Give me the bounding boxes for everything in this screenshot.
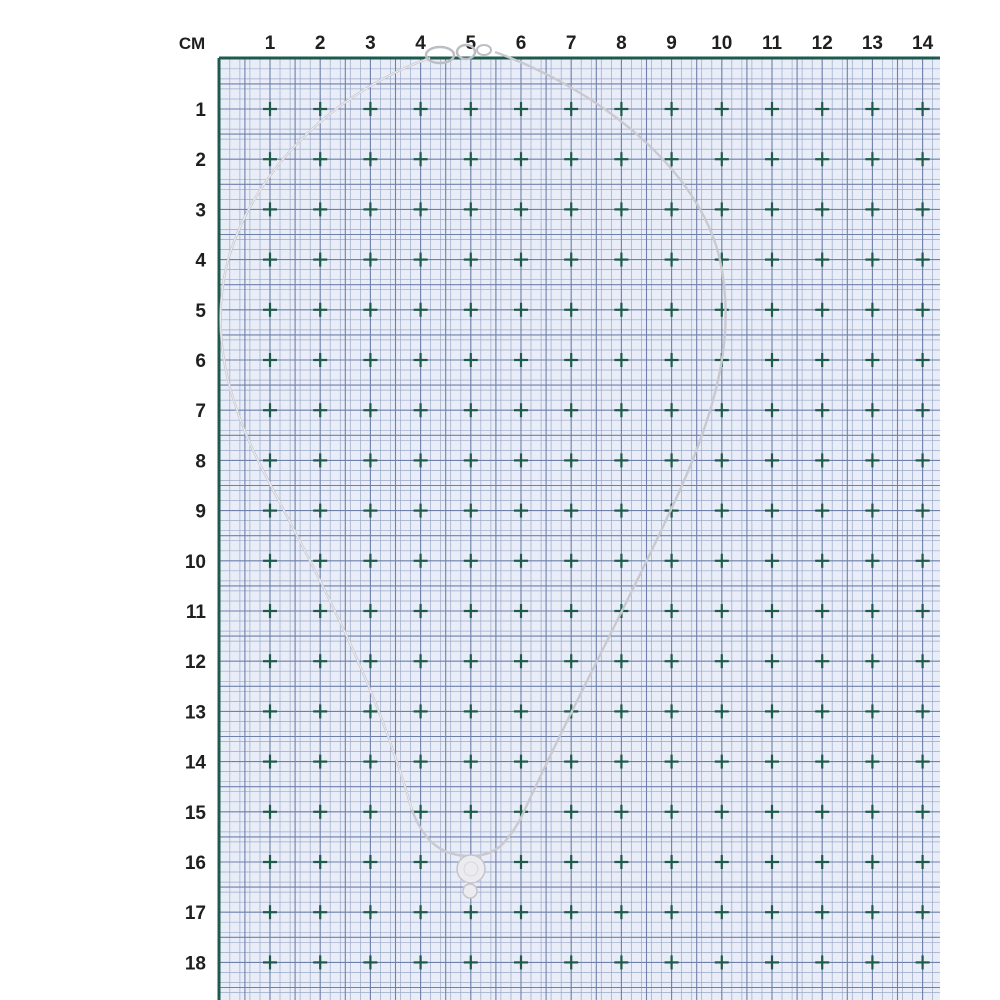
- y-axis-tick-label: 11: [185, 602, 206, 623]
- x-axis-tick-label: 8: [616, 33, 627, 54]
- x-axis-tick-label: 6: [515, 33, 527, 54]
- x-axis-tick-label: 4: [415, 33, 426, 54]
- y-axis-tick-label: 12: [184, 652, 206, 674]
- y-axis-tick-label: 15: [184, 802, 206, 824]
- y-axis-tick-label: 7: [195, 401, 206, 423]
- y-axis-tick-label: 4: [195, 250, 206, 272]
- x-axis-tick-label: 7: [565, 33, 577, 54]
- y-axis-tick-label: 5: [195, 300, 206, 322]
- y-axis-tick-label: 3: [195, 200, 206, 222]
- x-axis-tick-label: 10: [711, 33, 733, 54]
- y-axis-tick-label: 13: [184, 702, 206, 724]
- y-axis-tick-label: 9: [195, 501, 206, 523]
- y-axis-tick-label: 17: [184, 903, 206, 925]
- x-axis-tick-label: 14: [912, 33, 934, 54]
- x-axis-tick-label: 5: [465, 33, 477, 54]
- x-axis-tick-label: 11: [761, 33, 783, 54]
- y-axis-tick-label: 14: [184, 752, 206, 774]
- y-axis-tick-label: 6: [195, 351, 206, 372]
- y-axis-tick-label: 1: [195, 100, 206, 121]
- unit-label: СМ: [178, 34, 206, 53]
- x-axis-tick-label: 12: [811, 33, 833, 54]
- x-axis-tick-label: 9: [666, 33, 677, 54]
- y-axis-tick-label: 16: [184, 853, 206, 874]
- y-axis-tick-label: 2: [195, 150, 206, 172]
- x-axis-tick-label: 2: [314, 33, 326, 54]
- x-axis-tick-label: 3: [365, 33, 376, 54]
- graph-paper: [219, 58, 940, 1000]
- y-axis-tick-label: 10: [184, 551, 206, 573]
- pendant-main-stone: [457, 855, 485, 883]
- y-axis-tick-label: 8: [195, 451, 206, 473]
- x-axis-tick-label: 13: [861, 33, 883, 54]
- x-axis-tick-label: 1: [264, 33, 276, 54]
- pendant-small-stone: [463, 884, 477, 898]
- y-axis-tick-label: 18: [184, 953, 206, 975]
